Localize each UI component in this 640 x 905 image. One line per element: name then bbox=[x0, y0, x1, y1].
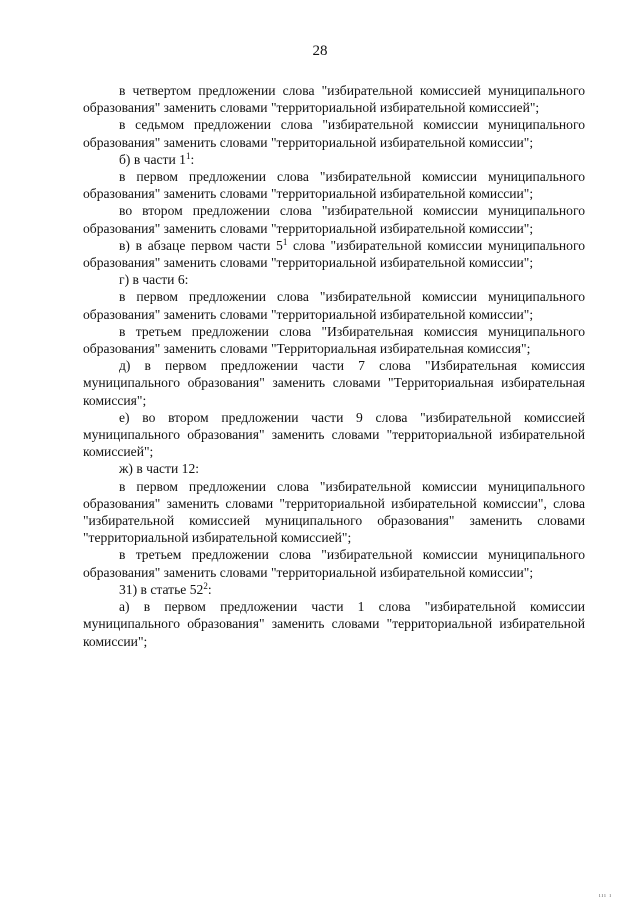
paragraph-text-after: : bbox=[190, 151, 195, 167]
paragraph-text: в) в абзаце первом части 5 bbox=[119, 237, 283, 253]
paragraph: в первом предложении слова "избирательной комиссии муниципального образования" заменить словами "территориальной избирательной комиссии", слова "избирательной комиссией муниципального образования" заменить словами "территориальной избирательной комиссией"; bbox=[83, 478, 585, 546]
paragraph: в третьем предложении слова "избирательной комиссии муниципального образования" заменить словами "территориальной избирательной комиссии"; bbox=[83, 547, 585, 580]
paragraph-text: б) в части 1 bbox=[119, 151, 186, 167]
footer-mark: ııı ı bbox=[598, 893, 612, 899]
paragraph-text-after: слова "избирательной комиссии муниципального образования" заменить словами "территориальной избирательной комиссии"; bbox=[83, 237, 585, 271]
paragraph bbox=[83, 151, 585, 168]
paragraph: г) в части 6: bbox=[119, 272, 189, 288]
paragraph: в четвертом предложении слова "избирательной комиссией муниципального образования" заменить словами "территориальной избирательной комиссией"; bbox=[83, 83, 585, 116]
paragraph: ж) в части 12: bbox=[119, 461, 200, 477]
superscript: 2 bbox=[203, 580, 208, 591]
superscript: 1 bbox=[185, 150, 191, 161]
paragraph: во втором предложении слова "избирательной комиссии муниципального образования" заменить словами "территориальной избирательной комиссии"; bbox=[83, 203, 585, 236]
paragraph-text-after: : bbox=[207, 581, 212, 597]
paragraph-text: 31) в статье 52 bbox=[119, 581, 204, 597]
paragraph: е) во втором предложении части 9 слова "избирательной комиссией муниципального образования" заменить словами "территориальной избирательной комиссией"; bbox=[83, 409, 585, 460]
paragraph bbox=[83, 581, 585, 598]
paragraph: в первом предложении слова "избирательной комиссии муниципального образования" заменить словами "территориальной избирательной комиссии"; bbox=[83, 169, 585, 202]
paragraph: д) в первом предложении части 7 слова "Избирательная комиссия муниципального образования" заменить словами "Территориальная избирательная комиссия"; bbox=[83, 358, 585, 408]
paragraph: в первом предложении слова "избирательной комиссии муниципального образования" заменить словами "территориальной избирательной комиссии"; bbox=[83, 289, 585, 322]
document-body bbox=[83, 82, 585, 650]
paragraph bbox=[83, 237, 585, 271]
paragraph: а) в первом предложении части 1 слова "избирательной комиссии муниципального образования" заменить словами "территориальной избирательной комиссии"; bbox=[83, 599, 585, 649]
paragraph: в седьмом предложении слова "избирательной комиссии муниципального образования" заменить словами "территориальной избирательной комиссии"; bbox=[83, 117, 585, 150]
page-number: 28 bbox=[312, 43, 328, 59]
paragraph: в третьем предложении слова "Избирательная комиссия муниципального образования" заменить словами "Территориальная избирательная комиссия"; bbox=[83, 323, 585, 357]
superscript: 1 bbox=[282, 236, 288, 247]
